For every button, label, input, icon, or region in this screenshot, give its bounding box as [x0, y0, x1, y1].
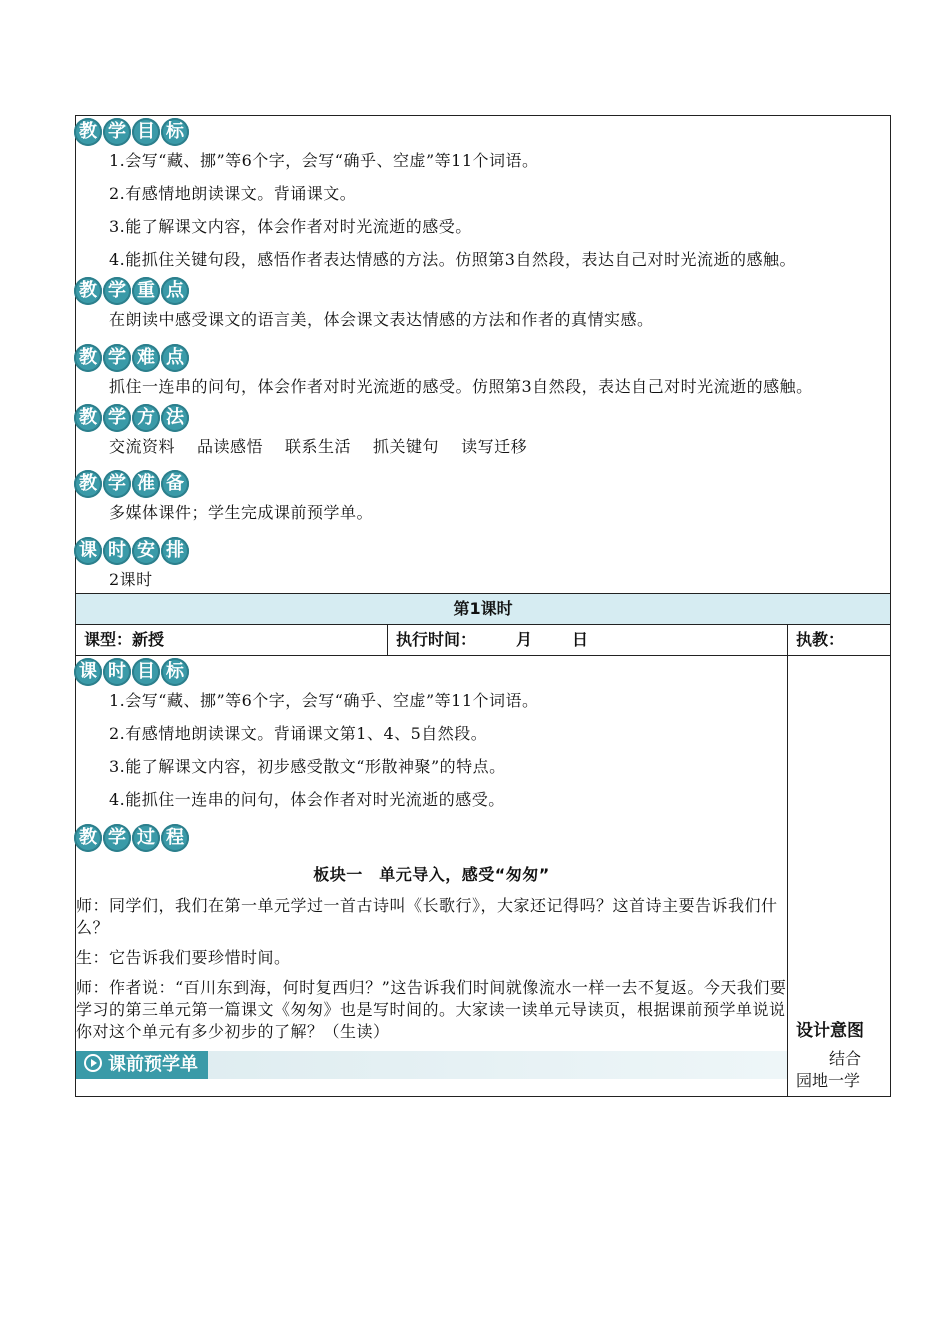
design-intent-title: 设计意图	[796, 1021, 864, 1041]
execution-time	[388, 625, 788, 656]
section-title: 板块一 单元导入，感受“匆匆”	[313, 865, 550, 884]
lesson-objective-item: 4.能抓住一连串的问句，体会作者对时光流逝的感受。	[109, 790, 505, 809]
difficulties-badge: 教 学 难 点	[74, 344, 189, 372]
lesson-objective-item: 1.会写“藏、挪”等6个字，会写“确乎、空虚”等11个词语。	[109, 691, 539, 710]
pre-study-banner	[76, 1051, 787, 1079]
objective-item: 1.会写“藏、挪”等6个字，会写“确乎、空虚”等11个词语。	[109, 151, 539, 170]
key-points-text: 在朗读中感受课文的语言美，体会课文表达情感的方法和作者的真情实感。	[109, 310, 654, 329]
design-intent-cell	[788, 656, 891, 1097]
pre-study-label: 课前预学单	[108, 1054, 198, 1075]
dialog-line: 师：作者说：“百川东到海，何时复西归？”这告诉我们时间就像流水一样一去不复返。今天我们要学习的第三单元第一篇课文《匆匆》也是写时间的。大家读一读单元导读页，根据课前预学单说说你对这个单元有多少初步的了解？（生读）	[76, 978, 787, 1041]
lesson-header: 第1课时	[76, 594, 891, 625]
lesson-objectives-badge: 课 时 目 标	[74, 658, 189, 686]
method-item: 联系生活	[285, 437, 352, 456]
process-badge: 教 学 过 程	[74, 824, 189, 852]
schedule-text: 2课时	[109, 570, 153, 589]
difficulties-text: 抓住一连串的问句，体会作者对时光流逝的感受。仿照第3自然段，表达自己对时光流逝的感触。	[109, 377, 813, 396]
lesson-plan-table	[75, 115, 891, 1097]
objective-item: 2.有感情地朗读课文。背诵课文。	[109, 184, 357, 203]
method-item: 读写迁移	[461, 437, 528, 456]
dialog-line: 生：它告诉我们要珍惜时间。	[76, 948, 291, 967]
overview-cell	[76, 116, 891, 594]
key-points-badge: 教 学 重 点	[74, 277, 189, 305]
preparation-badge: 教 学 准 备	[74, 470, 189, 498]
execution-time-label: 执行时间：	[396, 630, 477, 649]
play-icon	[84, 1054, 102, 1072]
design-intent-body: 结合 园地一学	[796, 1049, 862, 1090]
method-item: 品读感悟	[197, 437, 264, 456]
dialog-line: 师：同学们，我们在第一单元学过一首古诗叫《长歌行》，大家还记得吗？这首诗主要告诉我们什么？	[76, 896, 778, 937]
lesson-content-cell	[76, 656, 788, 1097]
month-label: 月	[516, 630, 533, 649]
lesson-plan-page	[75, 115, 890, 1097]
objectives-badge: 教 学 目 标	[74, 118, 189, 146]
method-item: 抓关键句	[373, 437, 440, 456]
lesson-type: 课型：新授	[76, 625, 388, 656]
schedule-badge: 课 时 安 排	[74, 537, 189, 565]
preparation-text: 多媒体课件；学生完成课前预学单。	[109, 503, 374, 522]
teacher-label: 执教：	[788, 625, 891, 656]
day-label: 日	[572, 630, 589, 649]
lesson-objective-item: 3.能了解课文内容，初步感受散文“形散神聚”的特点。	[109, 757, 506, 776]
lesson-objective-item: 2.有感情地朗读课文。背诵课文第1、4、5自然段。	[109, 724, 488, 743]
methods-list	[109, 436, 890, 458]
objective-item: 3.能了解课文内容，体会作者对时光流逝的感受。	[109, 217, 472, 236]
method-item: 交流资料	[109, 437, 176, 456]
objective-item: 4.能抓住关键句段，感悟作者表达情感的方法。仿照第3自然段，表达自己对时光流逝的感触。	[109, 250, 796, 269]
methods-badge: 教 学 方 法	[74, 404, 189, 432]
